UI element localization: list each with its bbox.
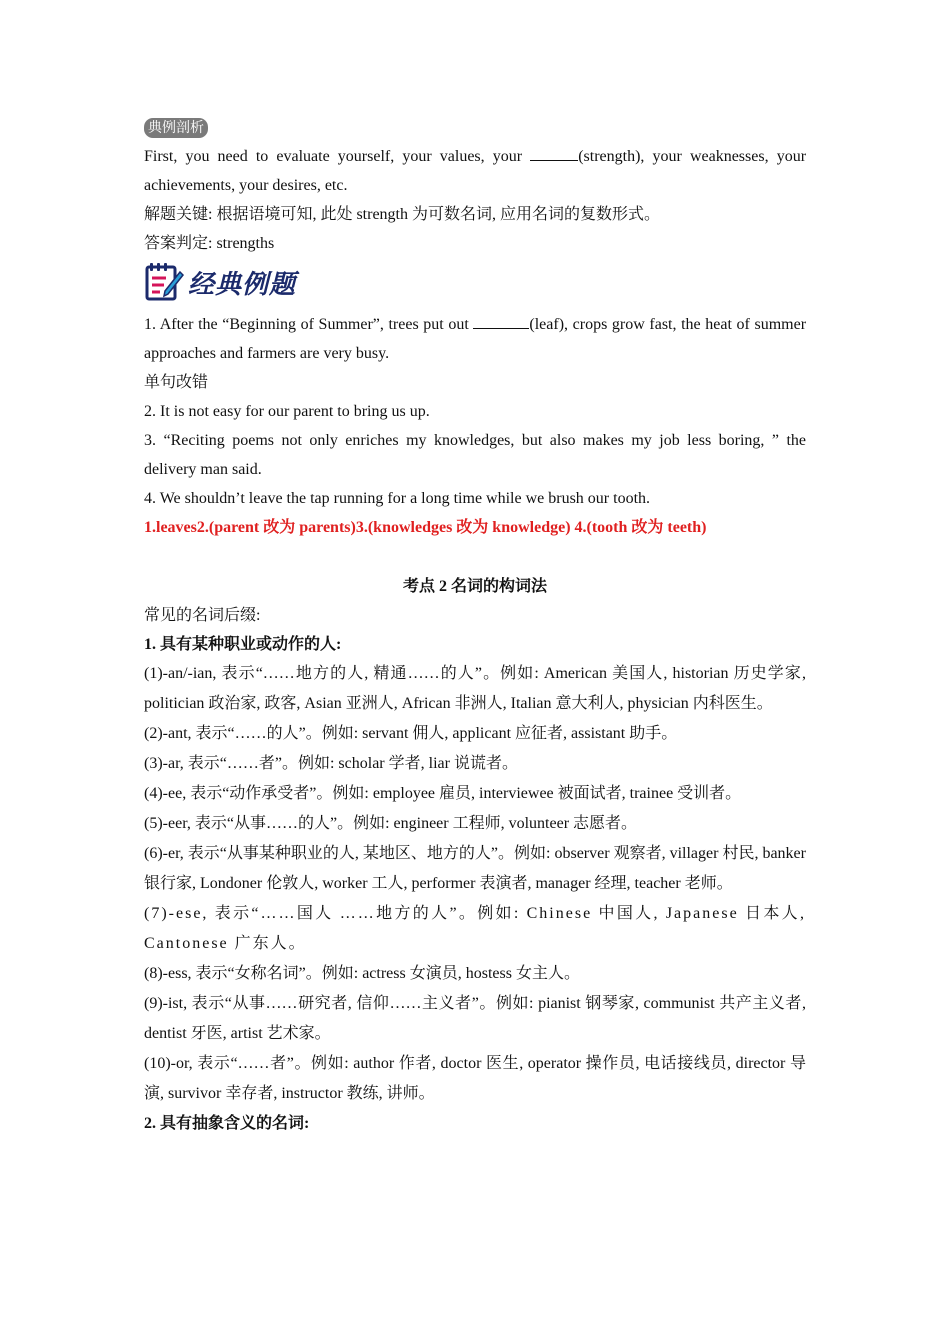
answer-line: 答案判定: strengths bbox=[144, 235, 275, 252]
suffix-item-1: (1)-an/-ian, 表示“……地方的人, 精通……的人”。例如: American 美国人, historian 历史学家, politician 政治家, 政客, Asian 亚洲人, African 非洲人, Italian 意大利人, physician 内科医生。 bbox=[144, 665, 806, 712]
example-tag-row bbox=[144, 113, 806, 142]
example-analysis-tag: 典例剖析 bbox=[144, 118, 208, 138]
document-page bbox=[144, 113, 806, 1139]
example-sentence-part1: First, you need to evaluate yourself, your values, your bbox=[144, 148, 523, 165]
suffix-item-2: (2)-ant, 表示“……的人”。例如: servant 佣人, applicant 应征者, assistant 助手。 bbox=[144, 725, 678, 742]
suffix-item-7: (7)-ese, 表示“……国人 ……地方的人”。例如: Chinese 中国人, Japanese 日本人, Cantonese 广东人。 bbox=[144, 905, 806, 952]
exercise-1-part3: summer approaches and farmers are very busy. bbox=[144, 316, 807, 362]
suffix-item-3: (3)-ar, 表示“……者”。例如: scholar 学者, liar 说谎者。 bbox=[144, 755, 518, 772]
exercise-1 bbox=[144, 310, 806, 368]
suffix-item-4: (4)-ee, 表示“动作承受者”。例如: employee 雇员, interviewee 被面试者, trainee 受训者。 bbox=[144, 785, 742, 802]
suffix-item-5: (5)-eer, 表示“从事……的人”。例如: engineer 工程师, volunteer 志愿者。 bbox=[144, 815, 638, 832]
subheading-abstract: 2. 具有抽象含义的名词: bbox=[144, 1115, 310, 1132]
exercise-3 bbox=[144, 426, 806, 484]
section-intro: 常见的名词后缀: bbox=[144, 607, 261, 624]
answer-key: 1.leaves2.(parent 改为 parents)3.(knowledges 改为 knowledge) 4.(tooth 改为 teeth) bbox=[144, 519, 707, 536]
fill-in-blank bbox=[530, 146, 578, 161]
fill-in-blank bbox=[473, 314, 529, 329]
suffix-item-9: (9)-ist, 表示“从事……研究者, 信仰……主义者”。例如: pianist 钢琴家, communist 共产主义者, dentist 牙医, artist 艺术家。 bbox=[144, 995, 806, 1042]
notepad-pencil-icon bbox=[144, 262, 184, 302]
exercise-1-part1: 1. After the “Beginning of Summer”, trees put out bbox=[144, 316, 469, 333]
exercise-instruction: 单句改错 bbox=[144, 374, 209, 391]
suffix-item-8: (8)-ess, 表示“女称名词”。例如: actress 女演员, hostess 女主人。 bbox=[144, 965, 580, 982]
example-sentence-part2: (strength), your weaknesses, your bbox=[578, 148, 807, 165]
classic-examples-banner bbox=[144, 260, 806, 304]
banner-title: 经典例题 bbox=[188, 269, 297, 300]
solution-key: 解题关键: 根据语境可知, 此处 strength 为可数名词, 应用名词的复数形式。 bbox=[144, 206, 660, 223]
suffix-item-6: (6)-er, 表示“从事某种职业的人, 某地区、地方的人”。例如: observer 观察者, villager 村民, banker 银行家, Londoner 伦敦人, worker 工人, performer 表演者, manager 经理, teacher 老师。 bbox=[144, 845, 806, 892]
section-title: 考点 2 名词的构词法 bbox=[402, 578, 547, 595]
subheading-occupation: 1. 具有某种职业或动作的人: bbox=[144, 636, 342, 653]
suffix-item-10: (10)-or, 表示“……者”。例如: author 作者, doctor 医生, operator 操作员, 电话接线员, director 导演, survivor 幸存者, instructor 教练, 讲师。 bbox=[144, 1055, 806, 1102]
exercise-3-part2: delivery man said. bbox=[144, 461, 262, 478]
exercise-1-part2: (leaf), crops grow fast, the heat of bbox=[529, 316, 750, 333]
example-sentence-part3: achievements, your desires, etc. bbox=[144, 177, 348, 194]
example-sentence bbox=[144, 142, 806, 200]
exercise-4: 4. We shouldn’t leave the tap running for a long time while we brush our tooth. bbox=[144, 490, 651, 507]
exercise-3-part1: 3. “Reciting poems not only enriches my knowledges, but also makes my job less boring, ” the bbox=[144, 432, 806, 449]
exercise-2: 2. It is not easy for our parent to bring us up. bbox=[144, 403, 430, 420]
